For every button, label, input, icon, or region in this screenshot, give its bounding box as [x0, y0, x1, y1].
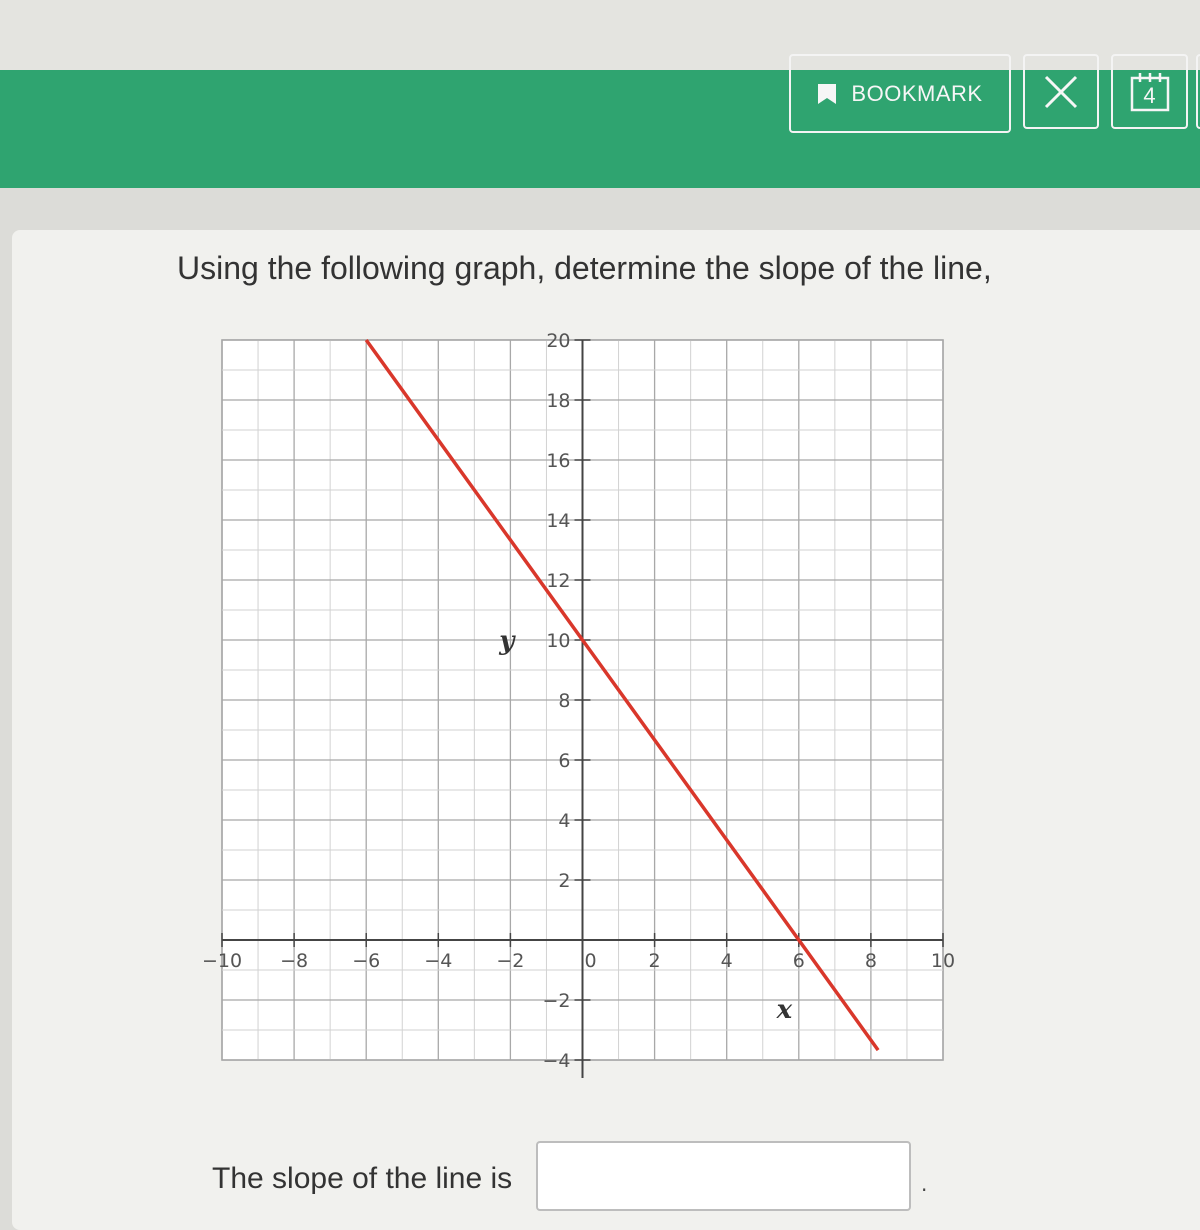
y-tick-label: −4: [542, 1050, 571, 1072]
answer-label: The slope of the line is: [212, 1162, 513, 1195]
y-tick-label: 18: [546, 390, 571, 412]
y-tick-label: 20: [546, 330, 571, 352]
x-axis-label: x: [776, 995, 793, 1025]
y-tick-label: 4: [558, 810, 571, 832]
y-tick-label: 2: [558, 870, 571, 892]
calendar-day: 4: [1143, 82, 1156, 108]
slope-answer-input[interactable]: [536, 1141, 911, 1211]
y-tick-label: 10: [546, 630, 571, 652]
x-tick-label: −4: [424, 950, 453, 972]
y-tick-label: 8: [558, 690, 571, 712]
x-tick-label: 10: [930, 950, 956, 972]
y-axis-label: y: [499, 626, 515, 656]
answer-period: .: [921, 1172, 928, 1196]
y-tick-label: 14: [546, 510, 571, 532]
x-tick-label: −6: [352, 950, 381, 972]
x-tick-label: 6: [792, 950, 805, 972]
x-tick-label: 8: [864, 950, 877, 972]
y-tick-label: −2: [542, 990, 571, 1012]
question-text: Using the following graph, determine the slope of the line,: [177, 250, 992, 286]
x-tick-label: −8: [280, 950, 309, 972]
x-tick-label: 0: [584, 950, 597, 972]
y-tick-label: 6: [558, 750, 571, 772]
x-tick-label: −2: [496, 950, 525, 972]
x-tick-label: −10: [201, 950, 243, 972]
x-tick-label: 2: [648, 950, 661, 972]
bookmark-label: BOOKMARK: [851, 80, 983, 106]
y-tick-label: 12: [546, 570, 571, 592]
y-tick-label: 16: [546, 450, 571, 472]
x-tick-label: 4: [720, 950, 733, 972]
